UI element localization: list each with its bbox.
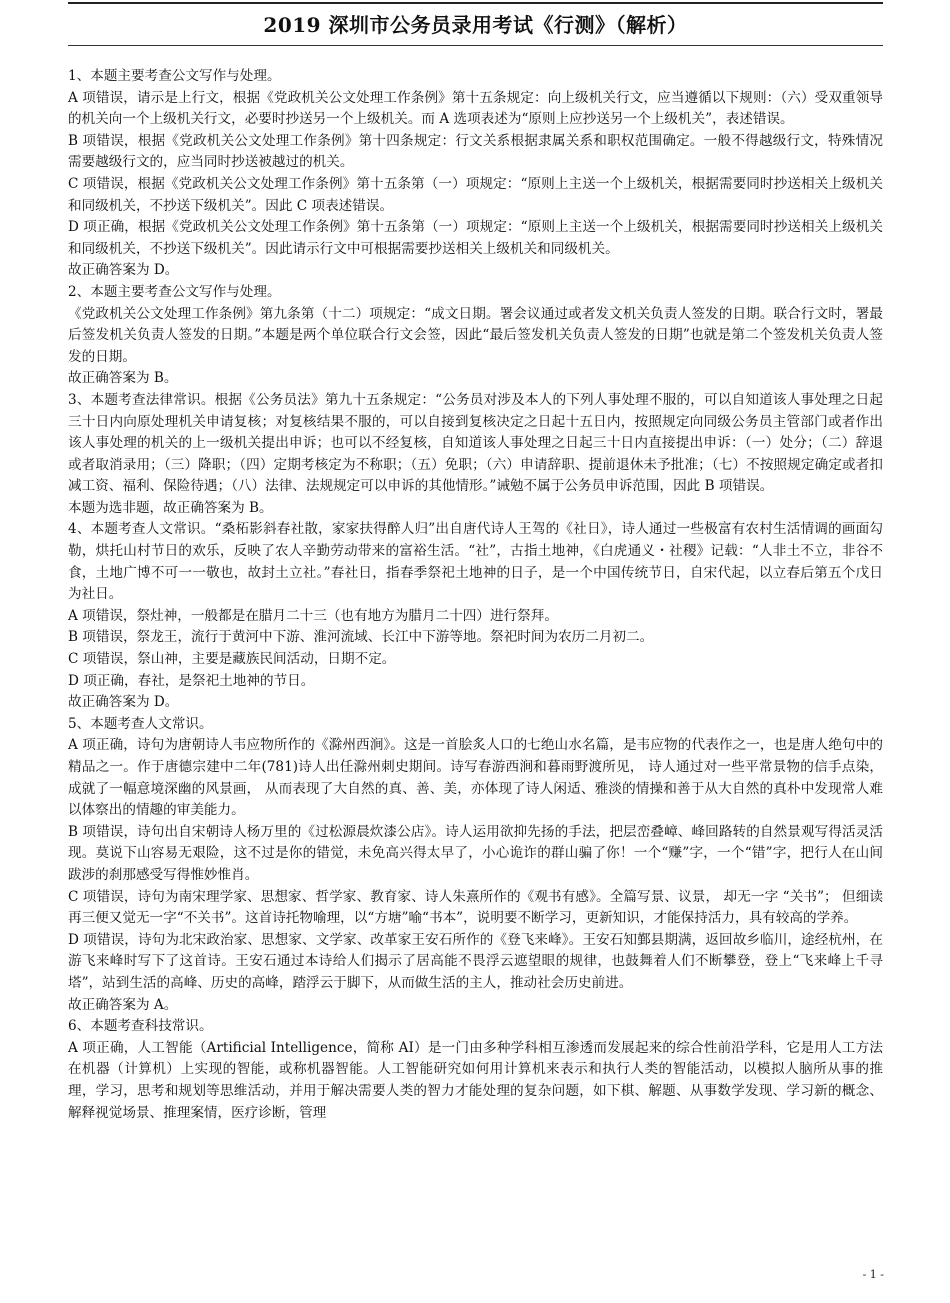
paragraph: B 项错误，根据《党政机关公文处理工作条例》第十四条规定：行文关系根据隶属关系和职权范围确定。一般不得越级行文，特殊情况需要越级行文的，应当同时抄送被越过的机关。 [68, 132, 883, 171]
paragraph: A 项错误，请示是上行文，根据《党政机关公文处理工作条例》第十五条规定：向上级机关行文，应当遵循以下规则：（六）受双重领导的机关向一个上级机关行文，必要时抄送另一个上级机关。而 A 选项表述为“原则上应抄送另一个上级机关”，表述错误。 [68, 89, 883, 128]
paragraph: B 项错误，祭龙王，流行于黄河中下游、淮河流域、长江中下游等地。祭祀时间为农历二月初二。 [68, 629, 654, 646]
paragraph: 故正确答案为 D。 [68, 694, 179, 711]
page-number: - 1 - [862, 1268, 884, 1281]
paragraph: D 项正确，根据《党政机关公文处理工作条例》第十五条第（一）项规定：“原则上主送一个上级机关，根据需要同时抄送相关上级机关和同级机关，不抄送下级机关”。因此请示行文中可根据需要抄送相关上级机关和同级机关。 [68, 219, 883, 257]
paragraph: B 项错误，诗句出自宋朝诗人杨万里的《过松源晨炊漆公店》。诗人运用欲抑先扬的手法，把层峦叠嶂、峰回路转的自然景观写得活灵活现。莫说下山容易无艰险，这不过是你的错觉，未免高兴得太早了，小心诡诈的群山骗了你！一个“赚”字，一个“错”字，把行人在山间跋涉的刹那感受写得惟妙惟肖。 [68, 823, 883, 883]
paragraph: 《党政机关公文处理工作条例》第九条第（十二）项规定：“成文日期。署会议通过或者发文机关负责人签发的日期。联合行文时，署最后签发机关负责人签发的日期。”本题是两个单位联合行文会签，因此“最后签发机关负责人签发的日期”也就是第二个签发机关负责人签发的日期。 [68, 305, 883, 365]
page-title: 2019 深圳市公务员录用考试《行测》（解析） [263, 13, 688, 37]
paragraph: C 项错误，祭山神，主要是藏族民间活动，日期不定。 [68, 651, 396, 668]
question-heading: 5、本题考查人文常识。 [68, 715, 213, 732]
paragraph: 故正确答案为 A。 [68, 996, 178, 1013]
paragraph: C 项错误，根据《党政机关公文处理工作条例》第十五条第（一）项规定：“原则上主送一个上级机关，根据需要同时抄送相关上级机关和同级机关，不抄送下级机关”。因此 C 项表述错误。 [68, 175, 883, 214]
paragraph: A 项正确，诗句为唐朝诗人韦应物所作的《滁州西涧》。这是一首脍炙人口的七绝山水名篇，是韦应物的代表作之一，也是唐人绝句中的精品之一。作于唐德宗建中二年(781)诗人出任滁州刺史期间。诗写春游西涧和暮雨野渡所见， 诗人通过对一些平常景物的信手点染， 成就了一幅意境深幽的风景画， 从而表现了大自然的真、善、美，亦体现了诗人闲适、雅淡的情操和善于从大自然的真朴中发现常人难以体察出的情趣的审美能力。 [68, 737, 883, 819]
top-rule [68, 2, 883, 4]
paragraph: A 项错误，祭灶神，一般都是在腊月二十三（也有地方为腊月二十四）进行祭拜。 [68, 607, 558, 624]
paragraph: D 项正确，春社，是祭祀土地神的节日。 [68, 672, 315, 689]
paragraph: 故正确答案为 B。 [68, 370, 178, 387]
question-heading: 6、本题考查科技常识。 [68, 1018, 213, 1035]
paragraph: D 项错误，诗句为北宋政治家、思想家、文学家、改革家王安石所作的《登飞来峰》。王安石知鄞县期满，返回故乡临川，途经杭州，在游飞来峰时写下了这首诗。王安石通过本诗给人们揭示了居高能不畏浮云遮望眼的规律，也鼓舞着人们不断攀登，登上“飞来峰上千寻塔”，站到生活的高峰、历史的高峰，踏浮云于脚下，从而做生活的主人，推动社会历史前进。 [68, 931, 883, 991]
question-heading: 2、本题主要考查公文写作与处理。 [68, 283, 281, 300]
title-underline [68, 45, 883, 46]
question-heading: 4、本题考查人文常识。“桑柘影斜春社散，家家扶得醉人归”出自唐代诗人王驾的《社日》，诗人通过一些极富有农村生活情调的画面勾勒，烘托山村节日的欢乐，反映了农人辛勤劳动带来的富裕生活。“社”，古指土地神，《白虎通义・社稷》记载：“人非土不立，非谷不食，土地广博不可一一敬也，故封土立社。”春社日，指春季祭祀土地神的日子，是一个中国传统节日，自宋代起，以立春后第五个戊日为社日。 [68, 521, 883, 603]
question-heading: 3、本题考查法律常识。根据《公务员法》第九十五条规定：“公务员对涉及本人的下列人事处理不服的，可以自知道该人事处理之日起三十日内向原处理机关申请复核；对复核结果不服的，可以自接到复核决定之日起十五日内，按照规定向同级公务员主管部门或者作出该人事处理的机关的上一级机关提出申诉；也可以不经复核，自知道该人事处理之日起三十日内直接提出申诉：（一）处分；（二）辞退或者取消录用；（三）降职；（四）定期考核定为不称职；（五）免职；（六）申请辞职、提前退休未予批准；（七）不按照规定确定或者扣减工资、福利、保险待遇；（八）法律、法规规定可以申诉的其他情形。”诫勉不属于公务员申诉范围，因此 B 项错误。 [68, 391, 883, 495]
paragraph: 故正确答案为 D。 [68, 262, 179, 279]
paragraph: A 项正确，人工智能（Artificial Intelligence，简称 AI）是一门由多种学科相互渗透而发展起来的综合性前沿学科，它是用人工方法在机器（计算机）上实现的智能，或称机器智能。人工智能研究如何用计算机来表示和执行人类的智能活动，以模拟人脑所从事的推理，学习，思考和规划等思维活动，并用于解决需要人类的智力才能处理的复杂问题，如下棋、解题、从事数学发现、学习新的概念、解释视觉场景、推理案情，医疗诊断，管理 [68, 1039, 883, 1121]
paragraph: C 项错误，诗句为南宋理学家、思想家、哲学家、教育家、诗人朱熹所作的《观书有感》。全篇写景、议景， 却无一字 “关书”； 但细读再三便又觉无一字“不关书”。这首诗托物喻理，以“方塘”喻“书本”，说明要不断学习，更新知识，才能保持活力，具有较高的学养。 [68, 888, 883, 927]
question-heading: 1、本题主要考查公文写作与处理。 [68, 68, 281, 84]
document-body [68, 66, 883, 1124]
paragraph: 本题为选非题，故正确答案为 B。 [68, 499, 273, 516]
